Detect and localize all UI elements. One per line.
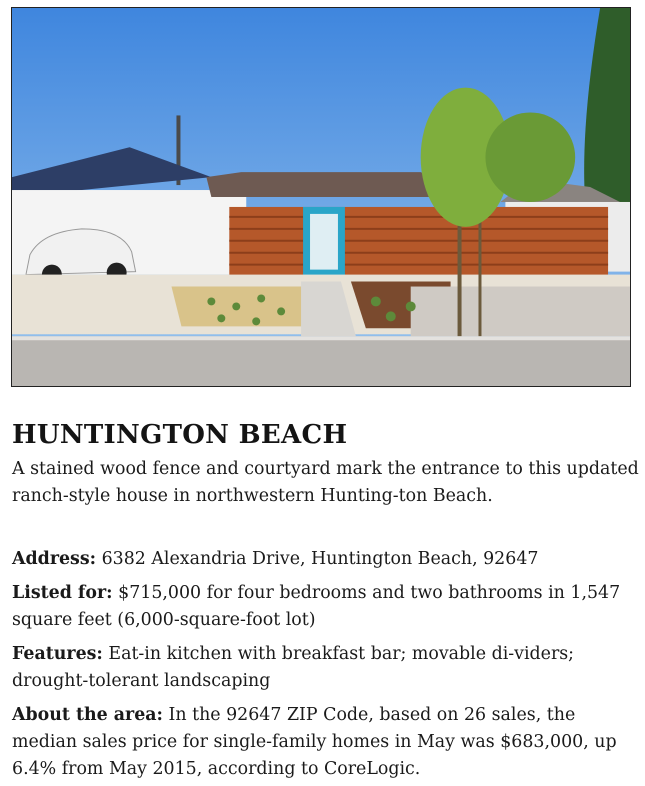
listed-value: $715,000 for four bedrooms and two bathrooms in 1,547 square feet (6,000-square-foot lot) — [12, 583, 621, 630]
lead-text: A stained wood fence and courtyard mark the entrance to this updated ranch-style house in northwestern Hunting-ton Beach. — [12, 459, 639, 506]
street — [12, 336, 630, 386]
headline: HUNTINGTON BEACH — [12, 420, 348, 450]
address-section — [12, 546, 640, 573]
about-value: In the 92647 ZIP Code, based on 26 sales, the median sales price for single-family homes in May was $683,000, up 6.4% from May 2015, according to CoreLogic. — [12, 705, 617, 779]
house-illustration — [12, 8, 630, 386]
about-label: About the area: — [12, 705, 163, 725]
listed-label: Listed for: — [12, 583, 113, 603]
features-label: Features: — [12, 644, 103, 664]
curb — [12, 336, 630, 340]
rock-landscaping — [411, 287, 630, 337]
listed-section — [12, 580, 640, 634]
features-section — [12, 641, 640, 695]
gravel-yard — [171, 287, 311, 327]
door-glass — [310, 214, 338, 270]
tree-trunk — [458, 207, 462, 356]
lead-paragraph — [12, 456, 640, 510]
house-photo — [11, 7, 631, 387]
about-area-section — [12, 702, 640, 783]
address-value: 6382 Alexandria Drive, Huntington Beach, 92647 — [101, 549, 539, 569]
background-tree — [485, 112, 575, 202]
address-label: Address: — [12, 549, 97, 569]
features-value: Eat-in kitchen with breakfast bar; movable di-viders; drought-tolerant landscaping — [12, 644, 575, 691]
tree-stake — [478, 217, 481, 356]
